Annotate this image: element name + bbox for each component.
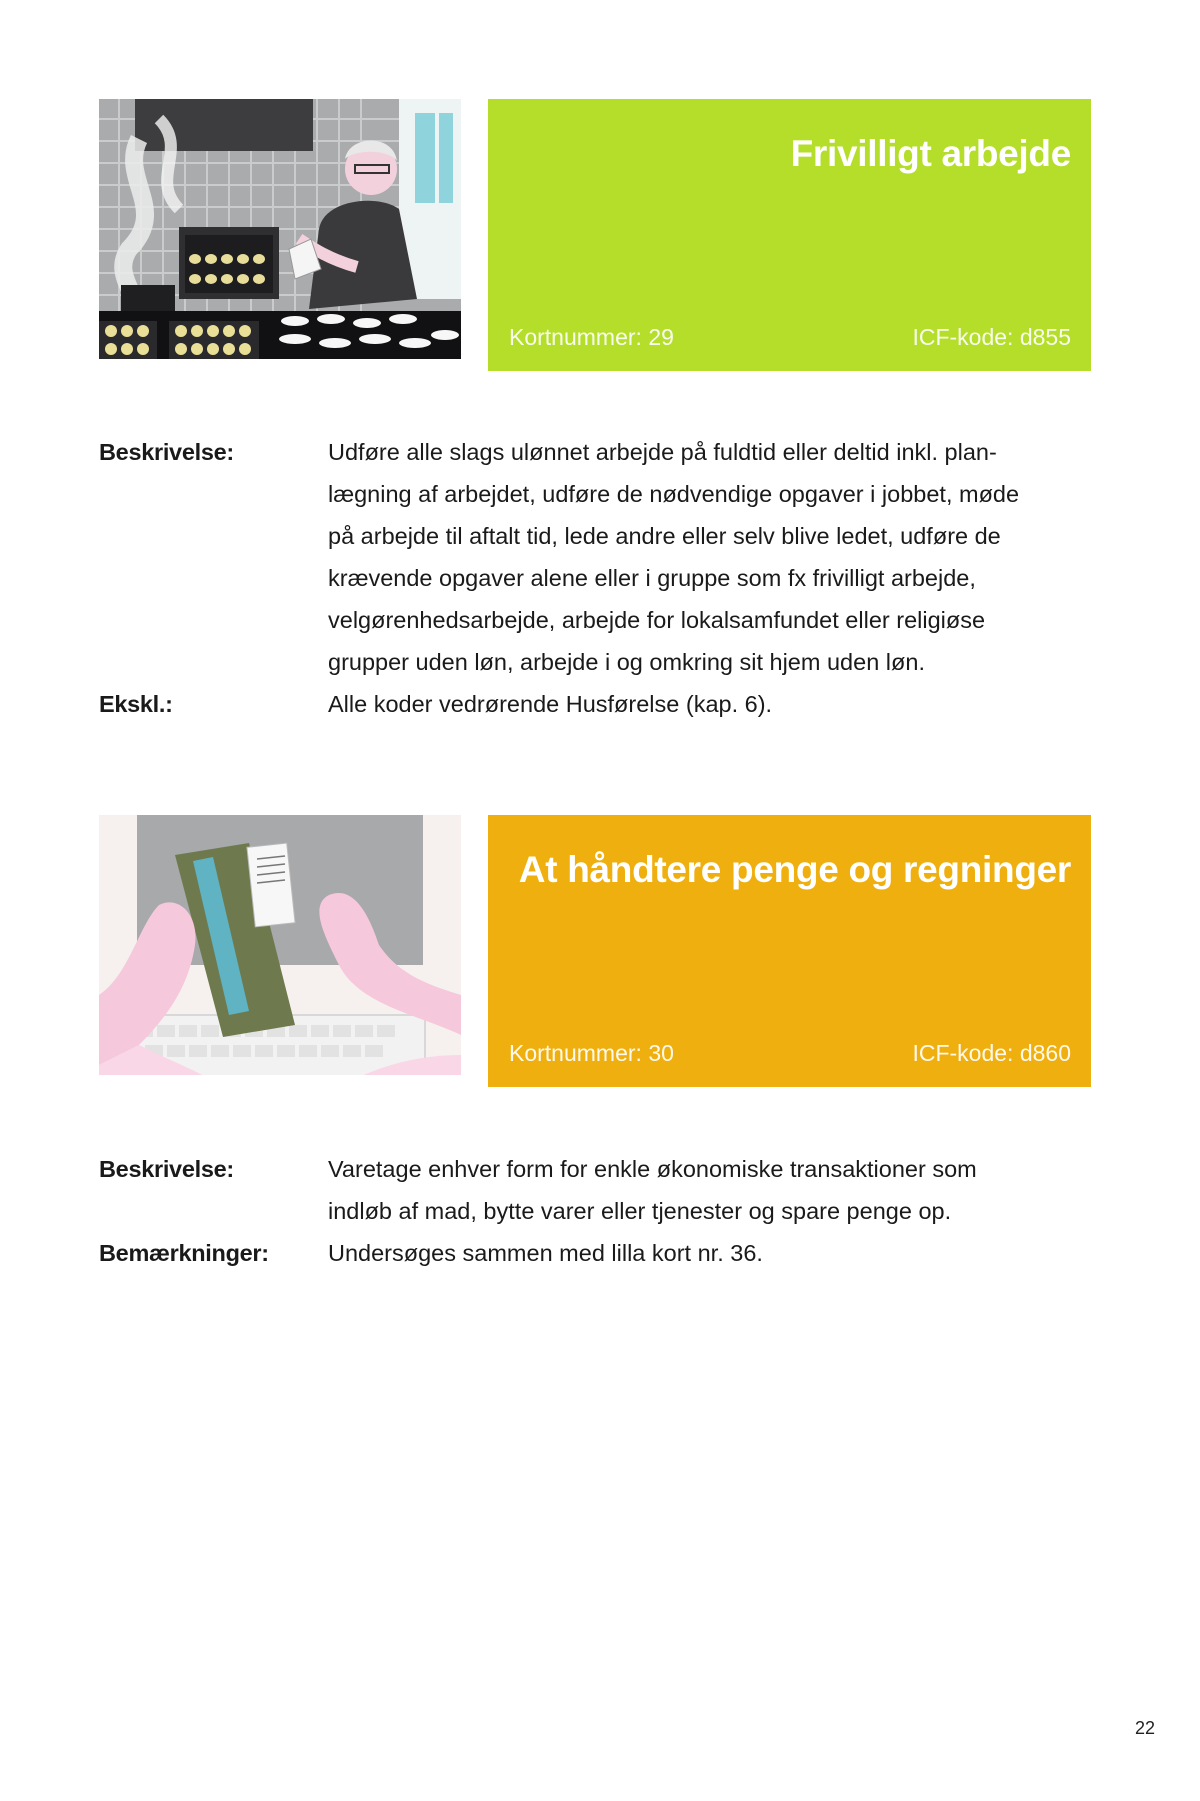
description-row [99, 431, 1091, 683]
text-line: lægning af arbejdet, udføre de nødvendige opgaver i jobbet, møde [328, 481, 1020, 507]
icf-code: ICF-kode: d855 [912, 324, 1071, 350]
text-line: indløb af mad, bytte varer eller tjenester og spare penge op. [328, 1198, 952, 1224]
remarks-label: Bemærkninger: [99, 1240, 269, 1266]
card-header-panel [488, 99, 1091, 371]
card-number: Kortnummer: 29 [509, 324, 674, 350]
card-title: Frivilligt arbejde [790, 133, 1071, 174]
card-number: Kortnummer: 30 [509, 1040, 674, 1066]
description-text [328, 431, 1091, 683]
card-title: At håndtere penge og regninger [518, 849, 1071, 890]
description-label: Beskrivelse: [99, 439, 234, 465]
text-line: krævende opgaver alene eller i gruppe som fx frivilligt arbejde, [328, 565, 976, 591]
text-line: grupper uden løn, arbejde i og omkring sit hjem uden løn. [328, 649, 925, 675]
text-line: på arbejde til aftalt tid, lede andre eller selv blive ledet, udføre de [328, 523, 1001, 549]
card-header-panel [488, 815, 1091, 1087]
text-line: velgørenhedsarbejde, arbejde for lokalsamfundet eller religiøse [328, 607, 986, 633]
remarks-row [99, 1232, 1091, 1274]
description-block-2 [99, 1148, 1091, 1274]
exclusion-row [99, 683, 1091, 725]
text-line: Udføre alle slags ulønnet arbejde på fuldtid eller deltid inkl. plan- [328, 439, 997, 465]
exclusion-text [328, 683, 1091, 725]
cooking-volunteer-illustration [99, 99, 461, 359]
wallet-hands-illustration [99, 815, 461, 1075]
description-block-1 [99, 431, 1091, 725]
description-label: Beskrivelse: [99, 1156, 234, 1182]
icf-code: ICF-kode: d860 [912, 1040, 1071, 1066]
text-line: Undersøges sammen med lilla kort nr. 36. [328, 1240, 763, 1266]
page-number: 22 [1134, 1718, 1155, 1738]
text-line: Varetage enhver form for enkle økonomiske transaktioner som [328, 1156, 977, 1182]
text-line: Alle koder vedrørende Husførelse (kap. 6). [328, 691, 773, 717]
exclusion-label: Ekskl.: [99, 691, 173, 717]
remarks-text [328, 1232, 1091, 1274]
description-text [328, 1148, 1091, 1232]
description-row [99, 1148, 1091, 1232]
